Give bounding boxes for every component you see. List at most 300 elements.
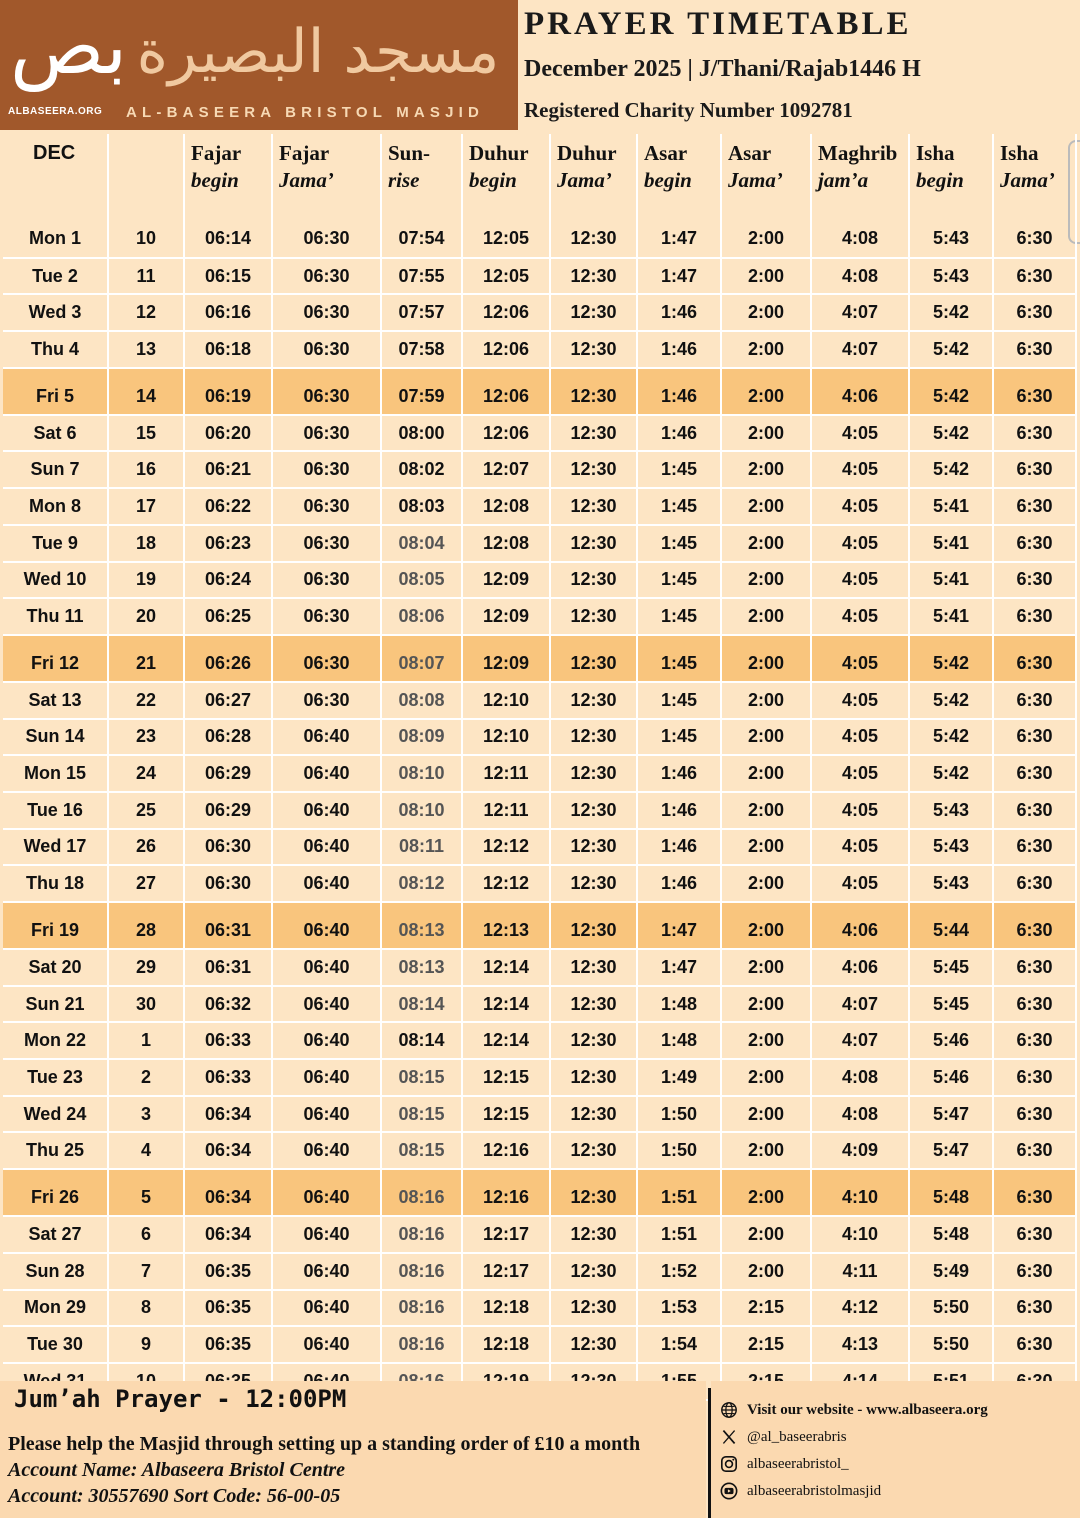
table-cell: 12:09 [462, 635, 550, 682]
table-cell: Tue 23 [3, 1059, 108, 1096]
table-cell: 22 [108, 682, 184, 719]
column-header [721, 134, 811, 221]
table-row [3, 525, 1076, 562]
table-cell: 06:19 [184, 368, 272, 415]
column-header-line1: DEC [33, 142, 76, 164]
table-cell: 2:00 [721, 598, 811, 635]
table-cell: 14 [108, 368, 184, 415]
table-cell: 2:00 [721, 1216, 811, 1253]
table-cell: 06:33 [184, 1022, 272, 1059]
logo-site-text: ALBASEERA.ORG [8, 106, 103, 117]
page-title: PRAYER TIMETABLE [524, 6, 912, 42]
table-cell: 1:54 [637, 1326, 721, 1363]
table-cell: 5:42 [909, 755, 993, 792]
table-cell: 12:12 [462, 829, 550, 866]
table-cell: 06:35 [184, 1253, 272, 1290]
logo-calligraphy: مسجد البصيرة [136, 17, 500, 87]
table-cell: 12:30 [550, 902, 637, 949]
table-cell: 27 [108, 865, 184, 902]
table-cell: 1:45 [637, 525, 721, 562]
table-cell: 08:14 [381, 986, 462, 1023]
table-cell: 12 [108, 294, 184, 331]
column-header-line1: Isha [916, 141, 955, 165]
youtube-link[interactable] [719, 1478, 881, 1504]
table-cell: 12:30 [550, 755, 637, 792]
table-cell: 08:00 [381, 415, 462, 452]
table-cell: 06:40 [272, 1216, 381, 1253]
table-row [3, 1253, 1076, 1290]
table-cell: 06:25 [184, 598, 272, 635]
table-cell: 1:46 [637, 331, 721, 368]
table-cell: 5:42 [909, 682, 993, 719]
table-cell: 5:45 [909, 949, 993, 986]
table-row [3, 829, 1076, 866]
table-cell: 4:08 [811, 1059, 909, 1096]
column-header [3, 134, 108, 221]
table-cell: Fri 12 [3, 635, 108, 682]
table-cell: 2:00 [721, 865, 811, 902]
table-cell: 10 [108, 221, 184, 258]
table-cell: 12:30 [550, 451, 637, 488]
table-cell: 1:46 [637, 368, 721, 415]
table-cell: 12:11 [462, 755, 550, 792]
table-cell: 2:00 [721, 719, 811, 756]
table-cell: 5:43 [909, 829, 993, 866]
table-cell: 4:05 [811, 829, 909, 866]
table-cell: 12:15 [462, 1096, 550, 1133]
column-header-line1: Maghrib [818, 141, 898, 165]
table-cell: Mon 22 [3, 1022, 108, 1059]
table-cell: 06:40 [272, 1022, 381, 1059]
table-cell: 1:53 [637, 1290, 721, 1327]
table-cell: 07:55 [381, 258, 462, 295]
youtube-handle: albaseerabristolmasjid [747, 1482, 882, 1499]
table-cell: 6:30 [993, 1096, 1076, 1133]
table-cell: Mon 1 [3, 221, 108, 258]
table-cell: 6:30 [993, 635, 1076, 682]
table-cell: 06:28 [184, 719, 272, 756]
table-row [3, 1096, 1076, 1133]
table-cell: 6:30 [993, 902, 1076, 949]
table-cell: 06:27 [184, 682, 272, 719]
column-header [637, 134, 721, 221]
table-cell: 4:05 [811, 719, 909, 756]
table-cell: 2:15 [721, 1326, 811, 1363]
table-cell: 06:30 [184, 865, 272, 902]
column-header-line1: Asar [728, 141, 772, 165]
table-row [3, 258, 1076, 295]
table-cell: 2:00 [721, 562, 811, 599]
table-cell: 5:42 [909, 294, 993, 331]
column-header [909, 134, 993, 221]
table-cell: 08:06 [381, 598, 462, 635]
table-cell: 6:30 [993, 682, 1076, 719]
table-row [3, 488, 1076, 525]
table-cell: 5:49 [909, 1253, 993, 1290]
table-row [3, 1169, 1076, 1216]
table-cell: 06:34 [184, 1132, 272, 1169]
table-cell: 12:30 [550, 865, 637, 902]
table-cell: 12:30 [550, 1169, 637, 1216]
table-cell: 2:00 [721, 294, 811, 331]
table-cell: 4:09 [811, 1132, 909, 1169]
table-cell: 2:00 [721, 451, 811, 488]
instagram-icon [719, 1454, 739, 1474]
table-cell: 2:00 [721, 525, 811, 562]
table-cell: 12:30 [550, 1022, 637, 1059]
table-cell: 2:00 [721, 829, 811, 866]
table-cell: 06:30 [272, 525, 381, 562]
table-cell: 06:22 [184, 488, 272, 525]
table-cell: 06:30 [272, 682, 381, 719]
table-cell: 06:30 [272, 635, 381, 682]
table-cell: 1:46 [637, 829, 721, 866]
table-cell: 06:29 [184, 755, 272, 792]
table-cell: Tue 9 [3, 525, 108, 562]
table-cell: 4:10 [811, 1216, 909, 1253]
donation-appeal: Please help the Masjid through setting up a standing order of £10 a month [8, 1433, 641, 1455]
table-cell: 6:30 [993, 294, 1076, 331]
table-cell: 08:15 [381, 1096, 462, 1133]
column-header-line2: begin [191, 168, 239, 192]
column-header-line2: Jama’ [279, 168, 334, 192]
table-cell: 06:23 [184, 525, 272, 562]
table-cell: 6:30 [993, 1022, 1076, 1059]
table-row [3, 1059, 1076, 1096]
table-cell: 06:30 [272, 331, 381, 368]
table-cell: 26 [108, 829, 184, 866]
table-cell: 12:18 [462, 1290, 550, 1327]
table-cell: 06:40 [272, 719, 381, 756]
table-cell: Tue 2 [3, 258, 108, 295]
table-cell: 1:46 [637, 415, 721, 452]
globe-icon [719, 1400, 739, 1420]
table-row [3, 1022, 1076, 1059]
table-cell: 06:20 [184, 415, 272, 452]
table-row [3, 635, 1076, 682]
table-cell: 6:30 [993, 415, 1076, 452]
table-cell: 06:14 [184, 221, 272, 258]
table-cell: 4:08 [811, 258, 909, 295]
table-cell: 12:30 [550, 1326, 637, 1363]
table-cell: 5:41 [909, 598, 993, 635]
table-cell: Thu 18 [3, 865, 108, 902]
table-cell: 4:05 [811, 635, 909, 682]
table-cell: 12:08 [462, 488, 550, 525]
table-cell: 1:46 [637, 865, 721, 902]
table-cell: 5:41 [909, 488, 993, 525]
table-header-row [3, 134, 1076, 221]
table-cell: 5:42 [909, 719, 993, 756]
table-cell: 20 [108, 598, 184, 635]
table-row [3, 865, 1076, 902]
table-cell: 1:48 [637, 986, 721, 1023]
table-cell: 06:15 [184, 258, 272, 295]
table-cell: 06:40 [272, 1169, 381, 1216]
table-cell: 5:48 [909, 1216, 993, 1253]
table-cell: Fri 19 [3, 902, 108, 949]
table-cell: 5:42 [909, 451, 993, 488]
table-cell: 11 [108, 258, 184, 295]
instagram-link[interactable] [719, 1451, 849, 1477]
table-cell: 12:11 [462, 792, 550, 829]
logo-glyph [8, 2, 128, 116]
table-cell: 06:40 [272, 829, 381, 866]
table-cell: 25 [108, 792, 184, 829]
table-cell: 4:08 [811, 221, 909, 258]
table-cell: 23 [108, 719, 184, 756]
table-cell: 12:30 [550, 258, 637, 295]
table-cell: 12:05 [462, 221, 550, 258]
table-cell: 1:45 [637, 488, 721, 525]
table-cell: 21 [108, 635, 184, 682]
table-cell: 5:41 [909, 562, 993, 599]
table-cell: 17 [108, 488, 184, 525]
table-cell: 06:40 [272, 1326, 381, 1363]
table-cell: 5:46 [909, 1059, 993, 1096]
table-cell: 12:30 [550, 294, 637, 331]
table-cell: Sat 13 [3, 682, 108, 719]
table-cell: 1 [108, 1022, 184, 1059]
table-cell: Mon 15 [3, 755, 108, 792]
table-cell: Wed 17 [3, 829, 108, 866]
table-row [3, 331, 1076, 368]
table-row [3, 949, 1076, 986]
column-header-line1: Duhur [469, 141, 529, 165]
table-cell: 06:34 [184, 1096, 272, 1133]
table-cell: 5:43 [909, 221, 993, 258]
table-cell: 4:05 [811, 415, 909, 452]
table-cell: 2:00 [721, 331, 811, 368]
table-cell: 08:13 [381, 949, 462, 986]
table-cell: 08:10 [381, 792, 462, 829]
table-row [3, 902, 1076, 949]
table-cell: 12:07 [462, 451, 550, 488]
table-cell: 08:02 [381, 451, 462, 488]
column-header-line1: Fajar [279, 141, 330, 165]
table-cell: 6:30 [993, 719, 1076, 756]
table-cell: 1:45 [637, 598, 721, 635]
table-cell: 2:00 [721, 986, 811, 1023]
table-cell: 12:30 [550, 331, 637, 368]
table-cell: 12:30 [550, 719, 637, 756]
account-name: Account Name: Albaseera Bristol Centre [8, 1459, 346, 1481]
table-cell: 12:14 [462, 1022, 550, 1059]
table-cell: 1:45 [637, 562, 721, 599]
table-cell: Wed 10 [3, 562, 108, 599]
instagram-handle: albaseerabristol_ [747, 1455, 849, 1472]
table-cell: 2:00 [721, 1253, 811, 1290]
column-header [381, 134, 462, 221]
masjid-logo [0, 0, 518, 130]
footer-links-panel [711, 1381, 1080, 1518]
table-cell: 06:35 [184, 1326, 272, 1363]
table-cell: 12:30 [550, 829, 637, 866]
table-cell: 6:30 [993, 1326, 1076, 1363]
table-cell: 4:05 [811, 451, 909, 488]
table-cell: 06:18 [184, 331, 272, 368]
column-header-line1: Isha [1000, 141, 1039, 165]
jumah-prayer-time: Jum’ah Prayer - 12:00PM [14, 1385, 347, 1413]
table-cell: 1:48 [637, 1022, 721, 1059]
table-cell: 08:16 [381, 1326, 462, 1363]
table-cell: 6:30 [993, 258, 1076, 295]
twitter-handle: @al_baseerabris [747, 1428, 847, 1445]
table-cell: 06:30 [272, 258, 381, 295]
table-row [3, 1326, 1076, 1363]
table-row [3, 294, 1076, 331]
table-cell: 12:08 [462, 525, 550, 562]
table-cell: 06:31 [184, 902, 272, 949]
table-cell: 6:30 [993, 1290, 1076, 1327]
table-cell: Mon 29 [3, 1290, 108, 1327]
table-cell: 4:05 [811, 792, 909, 829]
table-cell: 30 [108, 986, 184, 1023]
table-cell: 4:07 [811, 294, 909, 331]
column-header-line2: Jama’ [557, 168, 612, 192]
table-cell: 12:30 [550, 986, 637, 1023]
table-cell: 06:40 [272, 1132, 381, 1169]
table-cell: 1:47 [637, 258, 721, 295]
table-cell: 5:50 [909, 1290, 993, 1327]
table-cell: 2:00 [721, 949, 811, 986]
table-cell: Fri 5 [3, 368, 108, 415]
table-cell: 2 [108, 1059, 184, 1096]
table-row [3, 562, 1076, 599]
table-cell: 6:30 [993, 1216, 1076, 1253]
column-header [993, 134, 1076, 221]
table-cell: 12:18 [462, 1326, 550, 1363]
table-cell: 08:16 [381, 1290, 462, 1327]
table-cell: Sun 28 [3, 1253, 108, 1290]
table-cell: 4:05 [811, 755, 909, 792]
logo-english-name: AL-BASEERA BRISTOL MASJID [126, 104, 485, 121]
table-cell: 12:06 [462, 368, 550, 415]
prayer-timetable [3, 134, 1077, 1401]
table-cell: 2:00 [721, 682, 811, 719]
table-cell: 6:30 [993, 1059, 1076, 1096]
table-cell: 12:30 [550, 1132, 637, 1169]
table-cell: 1:51 [637, 1216, 721, 1253]
table-body [3, 221, 1076, 1400]
table-cell: 06:31 [184, 949, 272, 986]
table-cell: 5:41 [909, 525, 993, 562]
table-cell: 12:09 [462, 562, 550, 599]
table-cell: 12:10 [462, 682, 550, 719]
table-cell: 2:00 [721, 792, 811, 829]
table-cell: 4:06 [811, 368, 909, 415]
table-cell: Sun 14 [3, 719, 108, 756]
table-cell: 2:00 [721, 1059, 811, 1096]
table-cell: 12:09 [462, 598, 550, 635]
table-cell: 08:07 [381, 635, 462, 682]
table-cell: 5:45 [909, 986, 993, 1023]
table-row [3, 451, 1076, 488]
table-cell: 6:30 [993, 598, 1076, 635]
table-cell: 06:35 [184, 1290, 272, 1327]
table-cell: Thu 11 [3, 598, 108, 635]
table-cell: 7 [108, 1253, 184, 1290]
table-cell: 06:34 [184, 1169, 272, 1216]
table-cell: 07:57 [381, 294, 462, 331]
table-cell: 1:46 [637, 792, 721, 829]
table-cell: 3 [108, 1096, 184, 1133]
table-cell: 5:46 [909, 1022, 993, 1059]
table-cell: 12:05 [462, 258, 550, 295]
column-header [462, 134, 550, 221]
table-row [3, 598, 1076, 635]
table-cell: 4:07 [811, 1022, 909, 1059]
twitter-link[interactable] [719, 1424, 847, 1450]
column-header-line2: Jama’ [728, 168, 783, 192]
column-header [184, 134, 272, 221]
table-cell: 5:43 [909, 792, 993, 829]
table-cell: 12:17 [462, 1216, 550, 1253]
table-cell: 5:42 [909, 635, 993, 682]
table-cell: 12:17 [462, 1253, 550, 1290]
table-cell: 06:30 [272, 562, 381, 599]
column-header [811, 134, 909, 221]
table-cell: 07:54 [381, 221, 462, 258]
table-cell: 2:00 [721, 258, 811, 295]
table-cell: 06:40 [272, 792, 381, 829]
x-twitter-icon [719, 1427, 739, 1447]
table-cell: 5:42 [909, 415, 993, 452]
table-cell: 1:52 [637, 1253, 721, 1290]
youtube-icon [719, 1481, 739, 1501]
table-cell: 4:05 [811, 865, 909, 902]
table-cell: 15 [108, 415, 184, 452]
column-header-line1: Duhur [557, 141, 617, 165]
table-cell: 08:05 [381, 562, 462, 599]
table-cell: 1:50 [637, 1096, 721, 1133]
table-cell: 12:30 [550, 368, 637, 415]
logo-glyph-text: بص [10, 2, 128, 92]
table-row [3, 986, 1076, 1023]
table-cell: 4 [108, 1132, 184, 1169]
table-cell: 5:43 [909, 865, 993, 902]
table-cell: 6:30 [993, 488, 1076, 525]
table-cell: 2:00 [721, 415, 811, 452]
table-cell: 4:05 [811, 598, 909, 635]
table-cell: 5:44 [909, 902, 993, 949]
website-link[interactable] [719, 1397, 988, 1423]
table-cell: 4:06 [811, 902, 909, 949]
table-cell: 6:30 [993, 949, 1076, 986]
table-cell: 12:06 [462, 294, 550, 331]
table-cell: 5:43 [909, 258, 993, 295]
table-cell: 08:09 [381, 719, 462, 756]
table-cell: 08:13 [381, 902, 462, 949]
table-cell: 06:40 [272, 986, 381, 1023]
table-cell: 08:04 [381, 525, 462, 562]
table-row [3, 755, 1076, 792]
table-cell: 06:16 [184, 294, 272, 331]
table-cell: 08:16 [381, 1253, 462, 1290]
table-cell: 6:30 [993, 451, 1076, 488]
table-cell: 4:07 [811, 331, 909, 368]
table-cell: 6:30 [993, 986, 1076, 1023]
table-cell: 12:30 [550, 598, 637, 635]
table-cell: 2:00 [721, 1022, 811, 1059]
table-cell: 06:40 [272, 902, 381, 949]
table-cell: 4:05 [811, 562, 909, 599]
table-cell: 12:10 [462, 719, 550, 756]
table-cell: 08:14 [381, 1022, 462, 1059]
table-cell: 1:51 [637, 1169, 721, 1216]
table-row [3, 682, 1076, 719]
table-cell: 6:30 [993, 525, 1076, 562]
